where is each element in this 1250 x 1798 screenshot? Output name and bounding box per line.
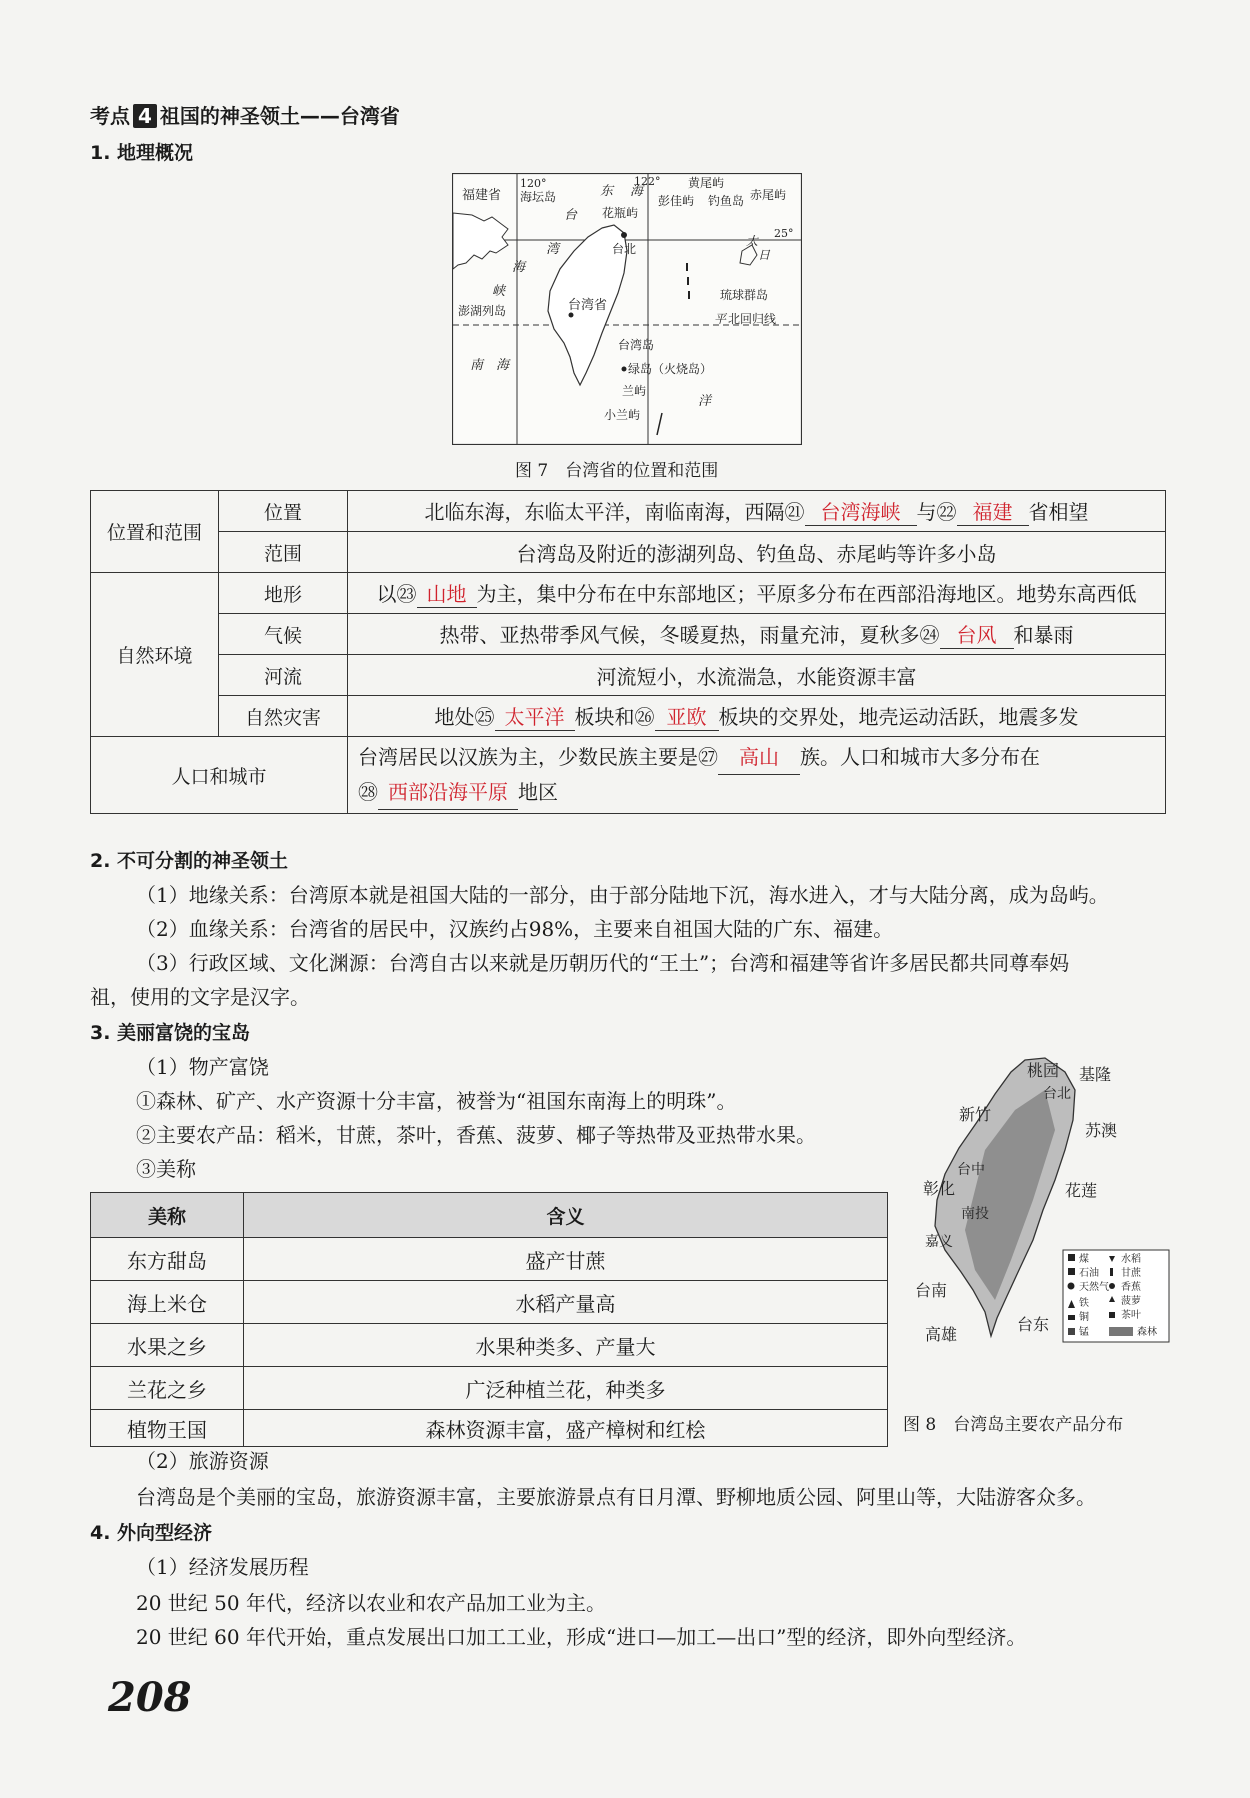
city-nantou: 南投 xyxy=(961,1206,989,1222)
legend-gas: 天然气 xyxy=(1079,1282,1109,1293)
climate-text: 热带、亚热带季风气候，冬暖夏热，雨量充沛，夏秋多㉔ 台风 和暴雨 xyxy=(348,614,1166,655)
subsection-3-title: 3. 美丽富饶的宝岛 xyxy=(90,1022,251,1044)
map-label-lanyu: 兰屿 xyxy=(622,384,647,398)
table-row xyxy=(91,696,1166,737)
meaning-cell: 森林资源丰富，盛产樟树和红桧 xyxy=(244,1410,888,1447)
legend-oil: 石油 xyxy=(1079,1268,1099,1279)
meaning-cell: 盛产甘蔗 xyxy=(244,1238,888,1281)
legend-rice: 水稻 xyxy=(1121,1254,1141,1265)
map2-caption: 图 8 台湾岛主要农产品分布 xyxy=(903,1415,1124,1435)
table-row xyxy=(91,1281,888,1324)
city-gaoxiong: 高雄 xyxy=(925,1325,958,1344)
subsection-4-title: 4. 外向型经济 xyxy=(90,1522,213,1544)
legend-banana: 香蕉 xyxy=(1121,1282,1141,1293)
meaning-cell: 水果种类多、产量大 xyxy=(244,1324,888,1367)
map-label-ping: 平 xyxy=(714,312,727,326)
terrain-text: 以㉓ 山地 为主，集中分布在中东部地区；平原多分布在西部沿海地区。地势东高西低 xyxy=(348,573,1166,614)
item-rivers: 河流 xyxy=(219,655,348,696)
rivers-text: 河流短小，水流湍急，水能资源丰富 xyxy=(348,655,1166,696)
banana-icon xyxy=(1109,1283,1115,1289)
map-label-tropic: 北回归线 xyxy=(728,312,777,326)
city-taoyuan: 桃园 xyxy=(1027,1061,1060,1080)
answer-25: 太平洋 xyxy=(495,701,575,731)
page-number: 208 xyxy=(108,1674,192,1721)
nickname-cell: 东方甜岛 xyxy=(91,1238,244,1281)
section-label: 考点 xyxy=(90,104,130,128)
answer-28: 西部沿海平原 xyxy=(378,775,518,810)
legend-iron: 铁 xyxy=(1079,1298,1089,1309)
lvdao-marker xyxy=(622,367,627,372)
map-label-hai: 海 xyxy=(512,260,526,275)
map1-caption: 图 7 台湾省的位置和范围 xyxy=(515,461,719,481)
header-meaning: 含义 xyxy=(244,1193,888,1238)
s3-paragraph-1: （1）物产富饶 xyxy=(136,1055,269,1079)
legend-coal: 煤 xyxy=(1079,1254,1089,1265)
sugarcane-icon xyxy=(1110,1268,1113,1276)
city-zhanghua: 彰化 xyxy=(923,1179,956,1198)
item-climate: 气候 xyxy=(219,614,348,655)
section-heading xyxy=(90,100,400,129)
map2-legend xyxy=(1063,1250,1169,1342)
s4-paragraph-3: 20 世纪 60 年代开始，重点发展出口加工工业，形成“进口—加工—出口”型的经济，即外向型经济。 xyxy=(136,1625,1027,1649)
geography-table xyxy=(90,490,1166,814)
section-title: 祖国的神圣领土——台湾省 xyxy=(159,104,400,128)
map-label-taibei: 台北 xyxy=(612,242,637,256)
city-tainan: 台南 xyxy=(915,1281,948,1300)
city-xinzhu: 新竹 xyxy=(959,1105,992,1124)
s2-paragraph-2: （2）血缘关系：台湾省的居民中，汉族约占98%，主要来自祖国大陆的广东、福建。 xyxy=(136,917,894,941)
range-text: 台湾岛及附近的澎湖列岛、钓鱼岛、赤尾屿等许多小岛 xyxy=(348,532,1166,573)
map-label-taiwandao: 台湾岛 xyxy=(618,338,655,352)
map-label-donghai-hai: 海 xyxy=(630,184,644,199)
city-hualian: 花莲 xyxy=(1065,1181,1098,1200)
s3-paragraph-2: ①森林、矿产、水产资源十分丰富，被誉为“祖国东南海上的明珠”。 xyxy=(136,1089,737,1113)
taiwan-agriculture-map xyxy=(915,1050,1170,1370)
table-row xyxy=(91,1367,888,1410)
map-label-pengjiayu: 彭佳屿 xyxy=(658,194,695,208)
legend-pineapple: 菠萝 xyxy=(1121,1296,1141,1307)
manganese-icon xyxy=(1068,1328,1075,1335)
legend-manganese: 锰 xyxy=(1079,1327,1089,1338)
city-taibei: 台北 xyxy=(1043,1086,1071,1102)
disaster-text: 地处㉕ 太平洋 板块和㉖ 亚欧 板块的交界处，地壳运动活跃，地震多发 xyxy=(348,696,1166,737)
answer-26: 亚欧 xyxy=(655,701,719,731)
map-label-lon122: 122° xyxy=(634,175,661,188)
subsection-1-title: 1. 地理概况 xyxy=(90,142,194,164)
s2-paragraph-3-cont: 祖，使用的文字是汉字。 xyxy=(90,985,310,1009)
gas-icon xyxy=(1068,1283,1075,1290)
city-taizhong: 台中 xyxy=(957,1162,985,1178)
s3-paragraph-3: ②主要农产品：稻米，甘蔗，茶叶，香蕉、菠萝、椰子等热带及亚热带水果。 xyxy=(136,1123,816,1147)
map-label-ryukyu: 琉球群岛 xyxy=(720,288,769,302)
oil-icon xyxy=(1068,1268,1075,1275)
item-range: 范围 xyxy=(219,532,348,573)
map-label-tai2: 太 xyxy=(746,234,759,248)
nickname-cell: 海上米仓 xyxy=(91,1281,244,1324)
map-label-nanhai-nan: 南 xyxy=(470,358,484,373)
taiwan-location-map xyxy=(452,173,802,445)
taibei-marker xyxy=(621,232,627,238)
coal-icon xyxy=(1068,1254,1075,1261)
table-header-row xyxy=(91,1193,888,1238)
city-jilong: 基隆 xyxy=(1079,1065,1112,1084)
map-label-lvdao: 绿岛（火烧岛） xyxy=(628,362,713,376)
position-text: 北临东海，东临太平洋，南临南海，西隔㉑ 台湾海峡 与㉒ 福建 省相望 xyxy=(348,491,1166,532)
header-nickname: 美称 xyxy=(91,1193,244,1238)
answer-27: 高山 xyxy=(718,740,800,775)
forest-icon xyxy=(1109,1327,1133,1336)
copper-icon xyxy=(1068,1315,1075,1320)
answer-22: 福建 xyxy=(957,496,1029,526)
item-terrain: 地形 xyxy=(219,573,348,614)
map-label-taiwansheng: 台湾省 xyxy=(568,298,608,313)
table-row xyxy=(91,614,1166,655)
answer-23: 山地 xyxy=(417,578,477,608)
table-row xyxy=(91,1324,888,1367)
table-row xyxy=(91,1238,888,1281)
penghu-marker xyxy=(569,313,574,318)
map-label-yang: 洋 xyxy=(698,394,712,409)
city-jiayi: 嘉义 xyxy=(925,1234,953,1250)
legend-forest: 森林 xyxy=(1137,1327,1157,1338)
table-row xyxy=(91,491,1166,532)
map-label-lon120: 120° xyxy=(520,177,547,190)
s3-paragraph-5: （2）旅游资源 xyxy=(136,1449,269,1473)
tea-icon xyxy=(1109,1312,1115,1318)
nicknames-table xyxy=(90,1192,888,1447)
item-disaster: 自然灾害 xyxy=(219,696,348,737)
map-label-huapingyu: 花瓶屿 xyxy=(602,206,639,220)
meaning-cell: 水稻产量高 xyxy=(244,1281,888,1324)
map-label-lat25: 25° xyxy=(774,227,794,240)
subsection-2-title: 2. 不可分割的神圣领土 xyxy=(90,850,289,872)
group-population: 人口和城市 xyxy=(91,737,348,814)
nickname-cell: 兰花之乡 xyxy=(91,1367,244,1410)
map-label-nanhai-hai: 海 xyxy=(496,358,510,373)
s3-paragraph-4: ③美称 xyxy=(136,1157,196,1181)
s4-paragraph-2: 20 世纪 50 年代，经济以农业和农产品加工业为主。 xyxy=(136,1591,606,1615)
city-suao: 苏澳 xyxy=(1085,1121,1118,1140)
answer-24: 台风 xyxy=(940,619,1014,649)
table-row xyxy=(91,1410,888,1447)
nickname-cell: 植物王国 xyxy=(91,1410,244,1447)
group-position: 位置和范围 xyxy=(91,491,219,573)
map-label-huangweiyu: 黄尾屿 xyxy=(688,176,725,190)
meaning-cell: 广泛种植兰花，种类多 xyxy=(244,1367,888,1410)
s2-paragraph-1: （1）地缘关系：台湾原本就是祖国大陆的一部分，由于部分陆地下沉，海水进入，才与大陆分离，成为岛屿。 xyxy=(136,883,1109,907)
group-nature: 自然环境 xyxy=(91,573,219,737)
legend-copper: 铜 xyxy=(1079,1312,1089,1323)
s3-paragraph-6: 台湾岛是个美丽的宝岛，旅游资源丰富，主要旅游景点有日月潭、野柳地质公园、阿里山等，大陆游客众多。 xyxy=(136,1485,1096,1509)
legend-sugarcane: 甘蔗 xyxy=(1121,1268,1141,1279)
table-row xyxy=(91,737,1166,814)
map-label-donghai-dong: 东 xyxy=(600,184,614,199)
s4-paragraph-1: （1）经济发展历程 xyxy=(136,1555,309,1579)
map-label-xia: 峡 xyxy=(492,284,506,299)
table-row xyxy=(91,573,1166,614)
legend-tea: 茶叶 xyxy=(1121,1310,1141,1321)
map-label-wan: 湾 xyxy=(546,242,560,257)
map-label-tai: 台 xyxy=(564,208,578,223)
map-label-haitan: 海坛岛 xyxy=(520,190,557,204)
map-label-riben-ri: 日 xyxy=(758,248,771,262)
map-label-penghu: 澎湖列岛 xyxy=(458,304,507,318)
map-label-chiweiyu: 赤尾屿 xyxy=(750,188,787,202)
table-row xyxy=(91,532,1166,573)
item-position: 位置 xyxy=(219,491,348,532)
map-label-diaoyudao: 钓鱼岛 xyxy=(708,194,745,208)
answer-21: 台湾海峡 xyxy=(805,496,917,526)
table-row xyxy=(91,655,1166,696)
section-number-badge: 4 xyxy=(133,104,157,128)
s2-paragraph-3: （3）行政区域、文化渊源：台湾自古以来就是历朝历代的“王土”；台湾和福建等省许多居民都共同尊奉妈 xyxy=(136,951,1070,975)
population-text: 台湾居民以汉族为主，少数民族主要是㉗ 高山 族。人口和城市大多分布在 ㉘ 西部沿海平原 地区 xyxy=(348,737,1166,814)
city-taidong: 台东 xyxy=(1017,1315,1050,1334)
map-label-fujian: 福建省 xyxy=(462,188,502,203)
map-label-xiaolanyu: 小兰屿 xyxy=(604,408,641,422)
nickname-cell: 水果之乡 xyxy=(91,1324,244,1367)
